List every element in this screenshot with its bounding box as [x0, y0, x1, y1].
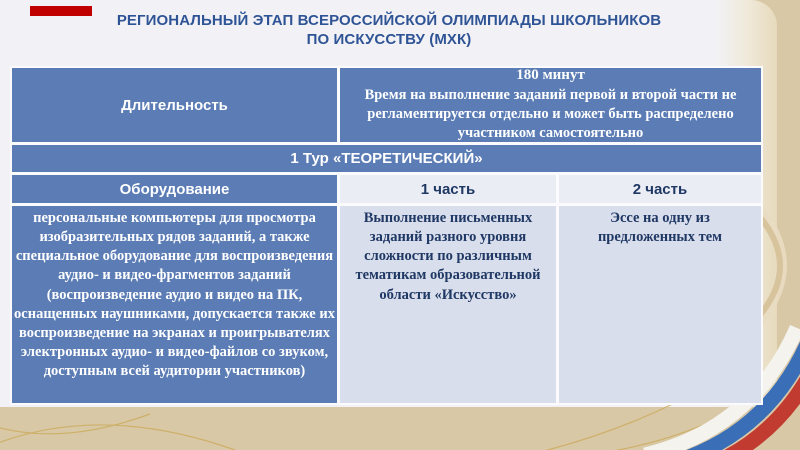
equipment-header-label: Оборудование [119, 180, 230, 198]
part2-header-cell [559, 175, 761, 203]
slide-title [48, 11, 730, 49]
tour-header-cell [12, 145, 761, 172]
part2-content-text: Эссе на одну из предложенных тем [597, 210, 723, 246]
equipment-content-cell [12, 206, 337, 403]
duration-label: Длительность [121, 96, 228, 114]
tour-header-label: 1 Тур «ТЕОРЕТИЧЕСКИЙ» [290, 150, 483, 167]
part1-content-cell [340, 206, 556, 403]
schedule-table [10, 66, 763, 405]
duration-value-heading: 180 минут [516, 67, 585, 84]
part1-header-label: 1 часть [420, 180, 476, 198]
duration-label-cell [12, 68, 337, 142]
part1-header-cell [340, 175, 556, 203]
duration-value-cell [340, 68, 761, 142]
title-line-1: РЕГИОНАЛЬНЫЙ ЭТАП ВСЕРОССИЙСКОЙ ОЛИМПИАДЫ ШКОЛЬНИКОВ [116, 12, 662, 29]
title-line-2: ПО ИСКУССТВУ (МХК) [306, 31, 472, 48]
part2-content-cell [559, 206, 761, 403]
duration-value-body: Время на выполнение заданий первой и второй части не регламентируется отдельно и может быть распределено участником самостоятельно [364, 87, 737, 142]
part1-content-text: Выполнение письменных заданий разного уровня сложности по различным тематикам образовательной области «Искусство» [355, 210, 541, 303]
equipment-content-text: персональные компьютеры для просмотра изобразительных рядов заданий, а также специальное оборудование для воспроизведения аудио- и видео-фрагментов заданий (воспроизведение аудио и видео на ПК, оснащенных наушниками, допускается также их воспроизведение на экранах и проигрывателях электронных аудио- и видео-файлов со звуком, доступным всей аудитории участников) [14, 210, 335, 379]
part2-header-label: 2 часть [632, 180, 688, 198]
equipment-header-cell [12, 175, 337, 203]
